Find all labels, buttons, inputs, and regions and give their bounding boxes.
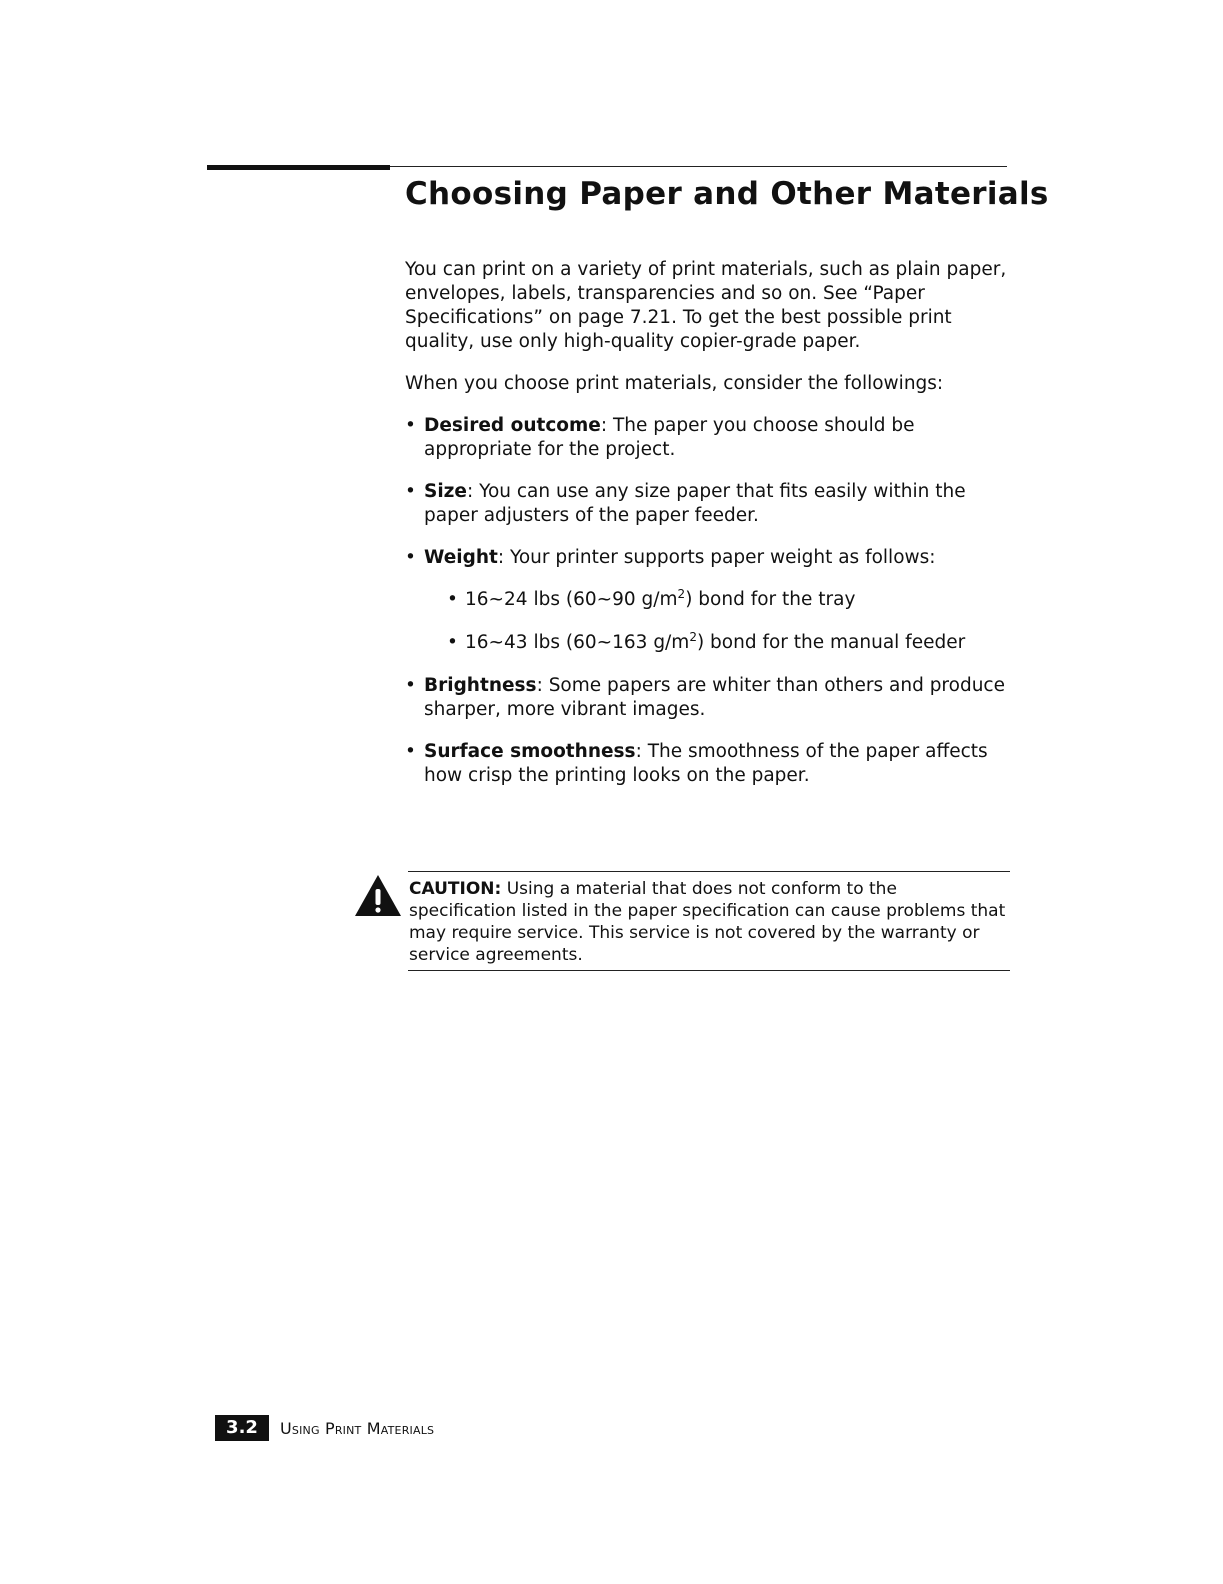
caution-note xyxy=(409,878,1009,966)
sub-bullet-dot: • xyxy=(447,632,458,653)
bullet-term: Desired outcome xyxy=(424,415,601,436)
bullet-weight xyxy=(405,546,1015,570)
page-title: Choosing Paper and Other Materials xyxy=(405,176,1049,212)
warning-triangle-icon xyxy=(353,873,403,917)
bullet-term: Surface smoothness xyxy=(424,741,636,762)
bullet-text: : The smoothness of the paper affects how crisp the printing looks on the paper. xyxy=(424,741,988,786)
bullet-dot: • xyxy=(405,741,416,762)
bullet-dot: • xyxy=(405,415,416,436)
caution-rule-top xyxy=(408,871,1010,872)
bullet-text: : You can use any size paper that fits easily within the paper adjusters of the paper feeder. xyxy=(424,481,966,526)
bullet-dot: • xyxy=(405,481,416,502)
heading-rule-thick xyxy=(207,165,390,170)
main-content xyxy=(405,258,1015,806)
footer-section-title: Using Print Materials xyxy=(280,1419,435,1438)
bullet-term: Weight xyxy=(424,547,498,568)
sub-bullet-dot: • xyxy=(447,589,458,610)
bullet-size xyxy=(405,480,1015,528)
bullet-brightness xyxy=(405,674,1015,722)
bullet-surface-smoothness xyxy=(405,740,1015,788)
weight-item-tray: • 16~24 lbs (60~90 $g/m^2$) bond for the tray xyxy=(447,587,856,610)
heading-rule-thin xyxy=(390,166,1007,167)
page-number-badge: 3.2 xyxy=(215,1415,269,1441)
bullet-term: Size xyxy=(424,481,467,502)
bullet-dot: • xyxy=(405,675,416,696)
caution-rule-bottom xyxy=(408,970,1010,971)
bullet-desired-outcome xyxy=(405,414,1015,462)
weight-item-manual: • 16~43 lbs (60~163 $g/m^2$) bond for the manual feeder xyxy=(447,630,966,653)
bullet-term: Brightness xyxy=(424,675,537,696)
consider-paragraph: When you choose print materials, consider the followings: xyxy=(405,373,944,394)
bullet-text: : Your printer supports paper weight as follows: xyxy=(497,547,936,568)
bullet-text: : Some papers are whiter than others and produce sharper, more vibrant images. xyxy=(424,675,1005,720)
caution-label: CAUTION: xyxy=(409,879,502,899)
caution-text: Using a material that does not conform to the specification listed in the paper specification can cause problems that may require service. This service is not covered by the warranty or service agreements. xyxy=(409,879,1006,965)
bullet-text: : The paper you choose should be appropriate for the project. xyxy=(424,415,915,460)
intro-paragraph: You can print on a variety of print materials, such as plain paper, envelopes, labels, transparencies and so on. See “Paper Specifications” on page 7.21. To get the best possible print quality, use only high-quality copier-grade paper. xyxy=(405,259,1007,352)
bullet-dot: • xyxy=(405,547,416,568)
